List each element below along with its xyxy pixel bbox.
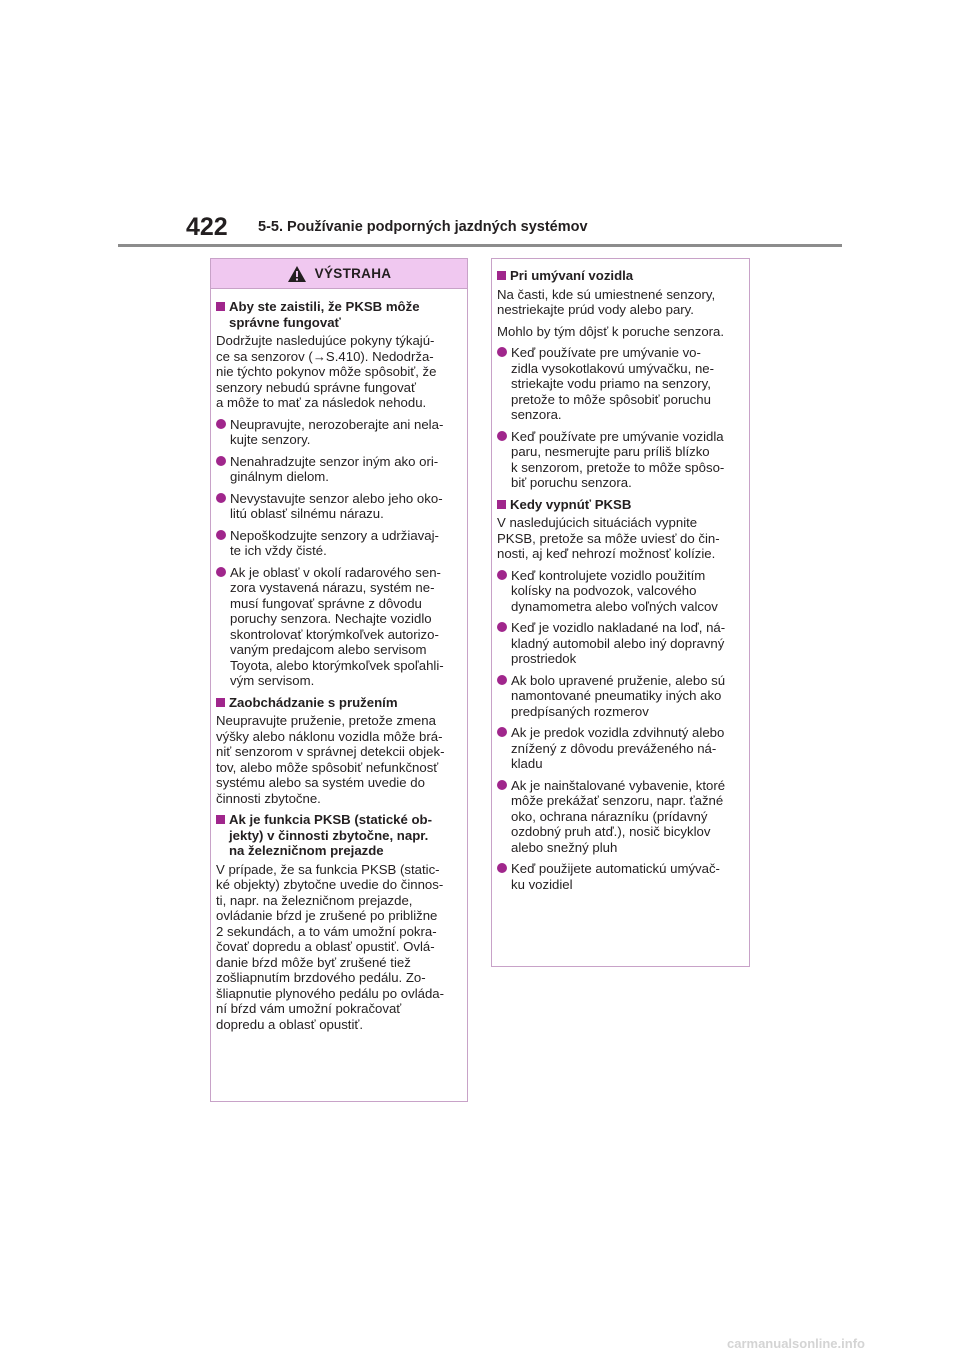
warning-triangle-icon	[287, 265, 307, 283]
section-heading: Zaobchádzanie s pružením	[216, 695, 462, 711]
bullet-item: Ak je nainštalované vybavenie, ktoré môže prekážať senzoru, napr. ťažné oko, ochrana nárazníku (prídavný ozdobný pruh atď.), nosič bicyklov alebo snežný pluh	[497, 778, 744, 856]
paragraph: V prípade, že sa funkcia PKSB (static- ké objekty) zbytočne uvedie do činnos- ti, napr. na železničnom prejazde, ovládanie bŕzd je zrušené po približne 2 sekundách, a to vám umožní pokra- čovať dopredu a oblasť opustiť. Ovlá- danie bŕzd môže byť zrušené tiež zošliapnutím brzdového pedálu. Zo- šliapnutie plynového pedálu po ovláda- ní bŕzd vám umožní pokračovať dopredu a oblasť opustiť.	[216, 861, 445, 1032]
paragraph: Mohlo by tým dôjsť k poruche senzora.	[497, 323, 725, 339]
section-heading: Aby ste zaistili, že PKSB môže správne fungovať	[216, 299, 462, 330]
paragraph: Neupravujte pruženie, pretože zmena výšky alebo náklonu vozidla môže brá- niť senzorom v správnej detekcii objek- tov, alebo môže spôsobiť nefunkčnosť systému alebo sa systém uvedie do činnosti zbytočne.	[216, 713, 445, 806]
warning-title: VÝSTRAHA	[314, 266, 392, 281]
paragraph: V nasledujúcich situáciách vypnite PKSB, pretože sa môže uviesť do čin- nosti, aj keď nehrozí možnosť kolízie.	[497, 515, 720, 561]
warning-header	[211, 259, 467, 289]
bullet-item: Nevystavujte senzor alebo jeho oko- litú oblasť silnému nárazu.	[216, 491, 462, 522]
bullet-item: Ak je oblasť v okolí radarového sen- zora vystavená nárazu, systém ne- musí fungovať správne z dôvodu poruchy senzora. Nechajte vozidlo skontrolovať ktorýmkoľvek autorizo- vaným predajcom alebo servisom Toyota, alebo ktorýmkoľvek spoľahli- vým servisom.	[216, 565, 462, 689]
info-box	[491, 258, 750, 967]
watermark: carmanualsonline.info	[727, 1336, 865, 1351]
section-heading: Kedy vypnúť PKSB	[497, 497, 744, 513]
bullet-item: Keď používate pre umývanie vo- zidla vysokotlakovú umývačku, ne- striekajte vodu priamo na senzory, pretože to môže spôsobiť poruchu senzora.	[497, 345, 744, 423]
header-divider	[118, 244, 842, 247]
section-heading: Ak je funkcia PKSB (statické ob- jekty) v činnosti zbytočne, napr. na železničnom prejazde	[216, 812, 462, 859]
bullet-item: Neupravujte, nerozoberajte ani nela- kujte senzory.	[216, 417, 462, 448]
bullet-item: Keď je vozidlo nakladané na loď, ná- kladný automobil alebo iný dopravný prostriedok	[497, 620, 744, 667]
section-title: 5-5. Používanie podporných jazdných systémov	[258, 219, 588, 235]
bullet-item: Ak bolo upravené pruženie, alebo sú namontované pneumatiky iných ako predpísaných rozmerov	[497, 673, 744, 720]
paragraph: Dodržujte nasledujúce pokyny týkajú- ce sa senzorov (→S.410). Nedodrža- nie týchto pokynov môže spôsobiť, že senzory nebudú správne fungovať a môže to mať za následok nehodu.	[216, 333, 437, 410]
bullet-item: Keď použijete automatickú umývač- ku vozidiel	[497, 861, 744, 892]
warning-content	[211, 289, 467, 1032]
paragraph: Na časti, kde sú umiestnené senzory, nestriekajte prúd vody alebo pary.	[497, 286, 716, 317]
bullet-item: Ak je predok vozidla zdvihnutý alebo znížený z dôvodu preváženého ná- kladu	[497, 725, 744, 772]
page-number: 422	[186, 213, 228, 241]
warning-box	[210, 258, 468, 1102]
section-heading: Pri umývaní vozidla	[497, 268, 744, 284]
bullet-item: Nenahradzujte senzor iným ako ori- ginálnym dielom.	[216, 454, 462, 485]
bullet-item: Keď používate pre umývanie vozidla paru, nesmerujte paru príliš blízko k senzorom, pretože to môže spôso- biť poruchu senzora.	[497, 429, 744, 491]
bullet-item: Keď kontrolujete vozidlo použitím kolísky na podvozok, valcového dynamometra alebo voľných valcov	[497, 568, 744, 615]
bullet-item: Nepoškodzujte senzory a udržiavaj- te ich vždy čisté.	[216, 528, 462, 559]
